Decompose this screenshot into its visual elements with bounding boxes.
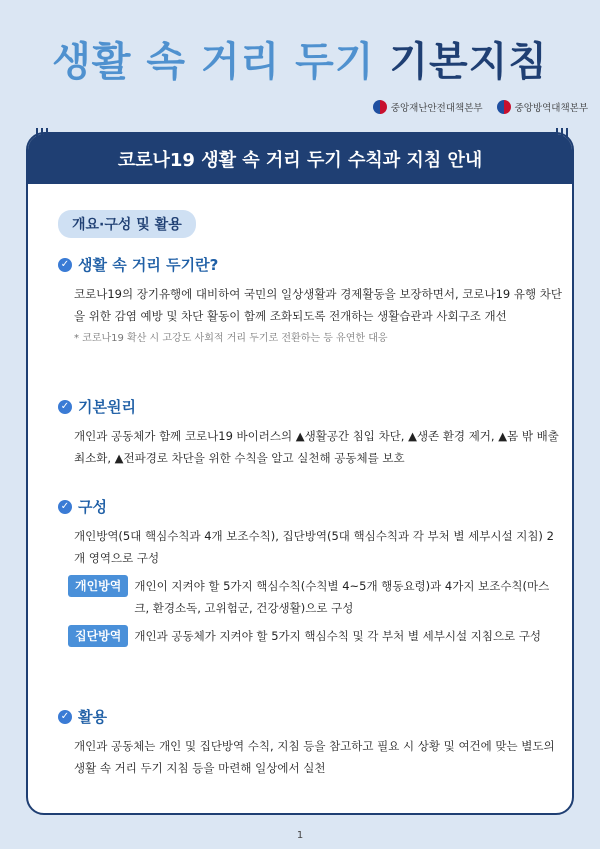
section-body: 코로나19의 장기유행에 대비하여 국민의 일상생활과 경제활동을 보장하면서, 코로나19 유행 차단을 위한 감염 예방 및 차단 활동이 함께 조화되도록 전개하는 생활습관과 사회구조 개선: [74, 287, 562, 323]
sub-item-group: [58, 625, 563, 647]
page-number: 1: [296, 830, 304, 841]
page-title: [0, 30, 600, 87]
org-2-label: 중앙방역대책본부: [514, 103, 588, 114]
section-definition: [58, 254, 563, 344]
section-pill: 개요·구성 및 활용: [58, 210, 196, 238]
section-heading: 구성: [78, 498, 107, 516]
check-icon: ✓: [58, 500, 72, 514]
card-title: 코로나19 생활 속 거리 두기 수칙과 지침 안내: [28, 134, 572, 184]
section-body: 개인과 공동체가 함께 코로나19 바이러스의 ▲생활공간 침입 차단, ▲생존 환경 제거, ▲몸 밖 배출 최소화, ▲전파경로 차단을 위한 수칙을 알고 실천해 공동체를 보호: [74, 429, 559, 465]
section-usage: [58, 706, 563, 779]
section-heading: 활용: [78, 708, 107, 726]
section-note: * 코로나19 확산 시 고강도 사회적 거리 두기로 전환하는 등 유연한 대응: [74, 333, 388, 344]
content-card: [26, 132, 574, 815]
org-2: [497, 100, 588, 114]
section-heading: 생활 속 거리 두기란?: [78, 256, 219, 274]
binder-ticks-left: [36, 128, 48, 138]
sub-item-personal: [58, 575, 563, 619]
check-icon: ✓: [58, 258, 72, 272]
org-1: [373, 100, 483, 114]
section-principles: [58, 396, 563, 469]
tag-personal: 개인방역: [68, 575, 128, 597]
check-icon: ✓: [58, 400, 72, 414]
tag-group: 집단방역: [68, 625, 128, 647]
check-icon: ✓: [58, 710, 72, 724]
binder-ticks-right: [556, 128, 568, 138]
sub-body: 개인이 지켜야 할 5가지 핵심수칙(수칙별 4~5개 행동요령)과 4가지 보조수칙(마스크, 환경소독, 고위험군, 건강생활)으로 구성: [134, 579, 550, 615]
taegeuk-emblem-icon: [373, 100, 387, 114]
section-body: 개인과 공동체는 개인 및 집단방역 수칙, 지침 등을 참고하고 필요 시 상황 및 여건에 맞는 별도의 생활 속 거리 두기 지침 등을 마련해 일상에서 실천: [74, 739, 555, 775]
title-part2: 기본지침: [389, 39, 548, 85]
org-1-label: 중앙재난안전대책본부: [390, 103, 483, 114]
section-composition: [58, 496, 563, 647]
section-heading: 기본원리: [78, 398, 136, 416]
sub-body: 개인과 공동체가 지켜야 할 5가지 핵심수칙 및 각 부처 별 세부시설 지침으로 구성: [134, 629, 542, 643]
organizations: [373, 100, 588, 114]
title-part1: 생활 속 거리 두기: [52, 39, 375, 85]
section-body: 개인방역(5대 핵심수칙과 4개 보조수칙), 집단방역(5대 핵심수칙과 각 부처 별 세부시설 지침) 2개 영역으로 구성: [74, 529, 554, 565]
taegeuk-emblem-icon: [497, 100, 511, 114]
